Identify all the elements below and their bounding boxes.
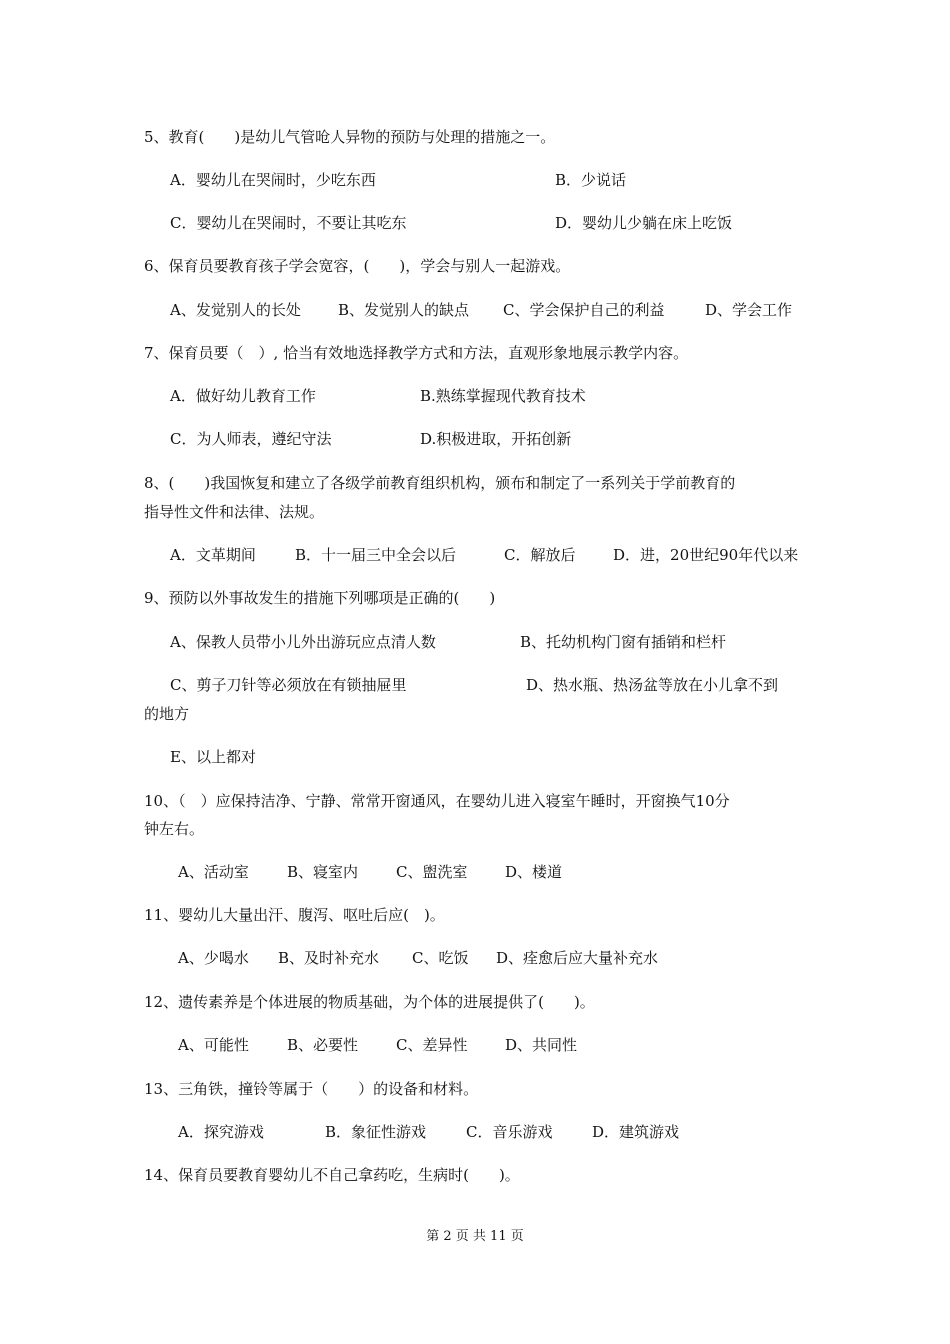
- option-e: E、以上都对: [170, 748, 256, 766]
- option-a: A．婴幼儿在哭闹时，少吃东西: [170, 171, 376, 189]
- question-stem: 10、（ ）应保持洁净、宁静、常常开窗通风，在婴幼儿进入寝室午睡时，开窗换气10分: [144, 792, 730, 810]
- question-stem-continued: 指导性文件和法律、法规。: [144, 503, 325, 521]
- question-stem: 7、保育员要（ ）, 恰当有效地选择教学方式和方法，直观形象地展示教学内容。: [144, 344, 689, 362]
- option-c: C、学会保护自己的利益: [503, 301, 665, 319]
- question-stem: 9、预防以外事故发生的措施下列哪项是正确的( ): [144, 589, 496, 607]
- question-stem: 6、保育员要教育孩子学会宽容，( )，学会与别人一起游戏。: [144, 257, 571, 275]
- option-d: D、楼道: [505, 863, 563, 881]
- option-a: A．探究游戏: [178, 1123, 264, 1141]
- option-b: B．十一届三中全会以后: [295, 546, 457, 564]
- option-a: A、活动室: [178, 863, 249, 881]
- option-b: B．象征性游戏: [325, 1123, 427, 1141]
- option-b: B、寝室内: [287, 863, 359, 881]
- option-b: B.熟练掌握现代教育技术: [420, 387, 586, 405]
- option-d: D．建筑游戏: [592, 1123, 680, 1141]
- option-c: C、盥洗室: [396, 863, 468, 881]
- option-c: C．婴幼儿在哭闹时，不要让其吃东: [170, 214, 407, 232]
- option-c: C、剪子刀针等必须放在有锁抽屉里: [170, 676, 407, 694]
- question-stem: 14、保育员要教育婴幼儿不自己拿药吃，生病时( )。: [144, 1166, 520, 1184]
- option-a: A、可能性: [178, 1036, 249, 1054]
- option-a: A、少喝水: [178, 949, 249, 967]
- option-d-continued: 的地方: [144, 705, 190, 723]
- question-stem: 11、婴幼儿大量出汗、腹泻、呕吐后应( )。: [144, 906, 445, 924]
- option-b: B、及时补充水: [278, 949, 380, 967]
- question-stem: 13、三角铁，撞铃等属于（ ）的设备和材料。: [144, 1080, 479, 1098]
- option-b: B、必要性: [287, 1036, 359, 1054]
- question-stem-continued: 钟左右。: [144, 820, 205, 838]
- option-a: A、保教人员带小儿外出游玩应点清人数: [170, 633, 436, 651]
- option-c: C．解放后: [504, 546, 576, 564]
- option-c: C、差异性: [396, 1036, 468, 1054]
- option-b: B、托幼机构门窗有插销和栏杆: [520, 633, 727, 651]
- option-b: B、发觉别人的缺点: [338, 301, 470, 319]
- option-d: D、痊愈后应大量补充水: [496, 949, 659, 967]
- option-b: B．少说话: [555, 171, 627, 189]
- question-stem: 12、遗传素养是个体进展的物质基础，为个体的进展提供了( )。: [144, 993, 595, 1011]
- option-a: A、发觉别人的长处: [170, 301, 301, 319]
- option-d: D．婴幼儿少躺在床上吃饭: [555, 214, 733, 232]
- option-a: A．文革期间: [170, 546, 256, 564]
- option-d: D、共同性: [505, 1036, 578, 1054]
- question-stem: 5、教育( )是幼儿气管呛人异物的预防与处理的措施之一。: [144, 128, 556, 146]
- option-d: D．进，20世纪90年代以来: [613, 546, 799, 564]
- question-stem: 8、( )我国恢复和建立了各级学前教育组织机构，颁布和制定了一系列关于学前教育的: [144, 474, 736, 492]
- option-c: C、吃饭: [412, 949, 469, 967]
- option-c: C．为人师表，遵纪守法: [170, 430, 332, 448]
- option-c: C．音乐游戏: [466, 1123, 553, 1141]
- option-a: A．做好幼儿教育工作: [170, 387, 316, 405]
- option-d: D、热水瓶、热汤盆等放在小儿拿不到: [526, 676, 779, 694]
- page-number-footer: 第 2 页 共 11 页: [426, 1229, 524, 1244]
- option-d: D.积极进取，开拓创新: [420, 430, 572, 448]
- option-d: D、学会工作: [705, 301, 793, 319]
